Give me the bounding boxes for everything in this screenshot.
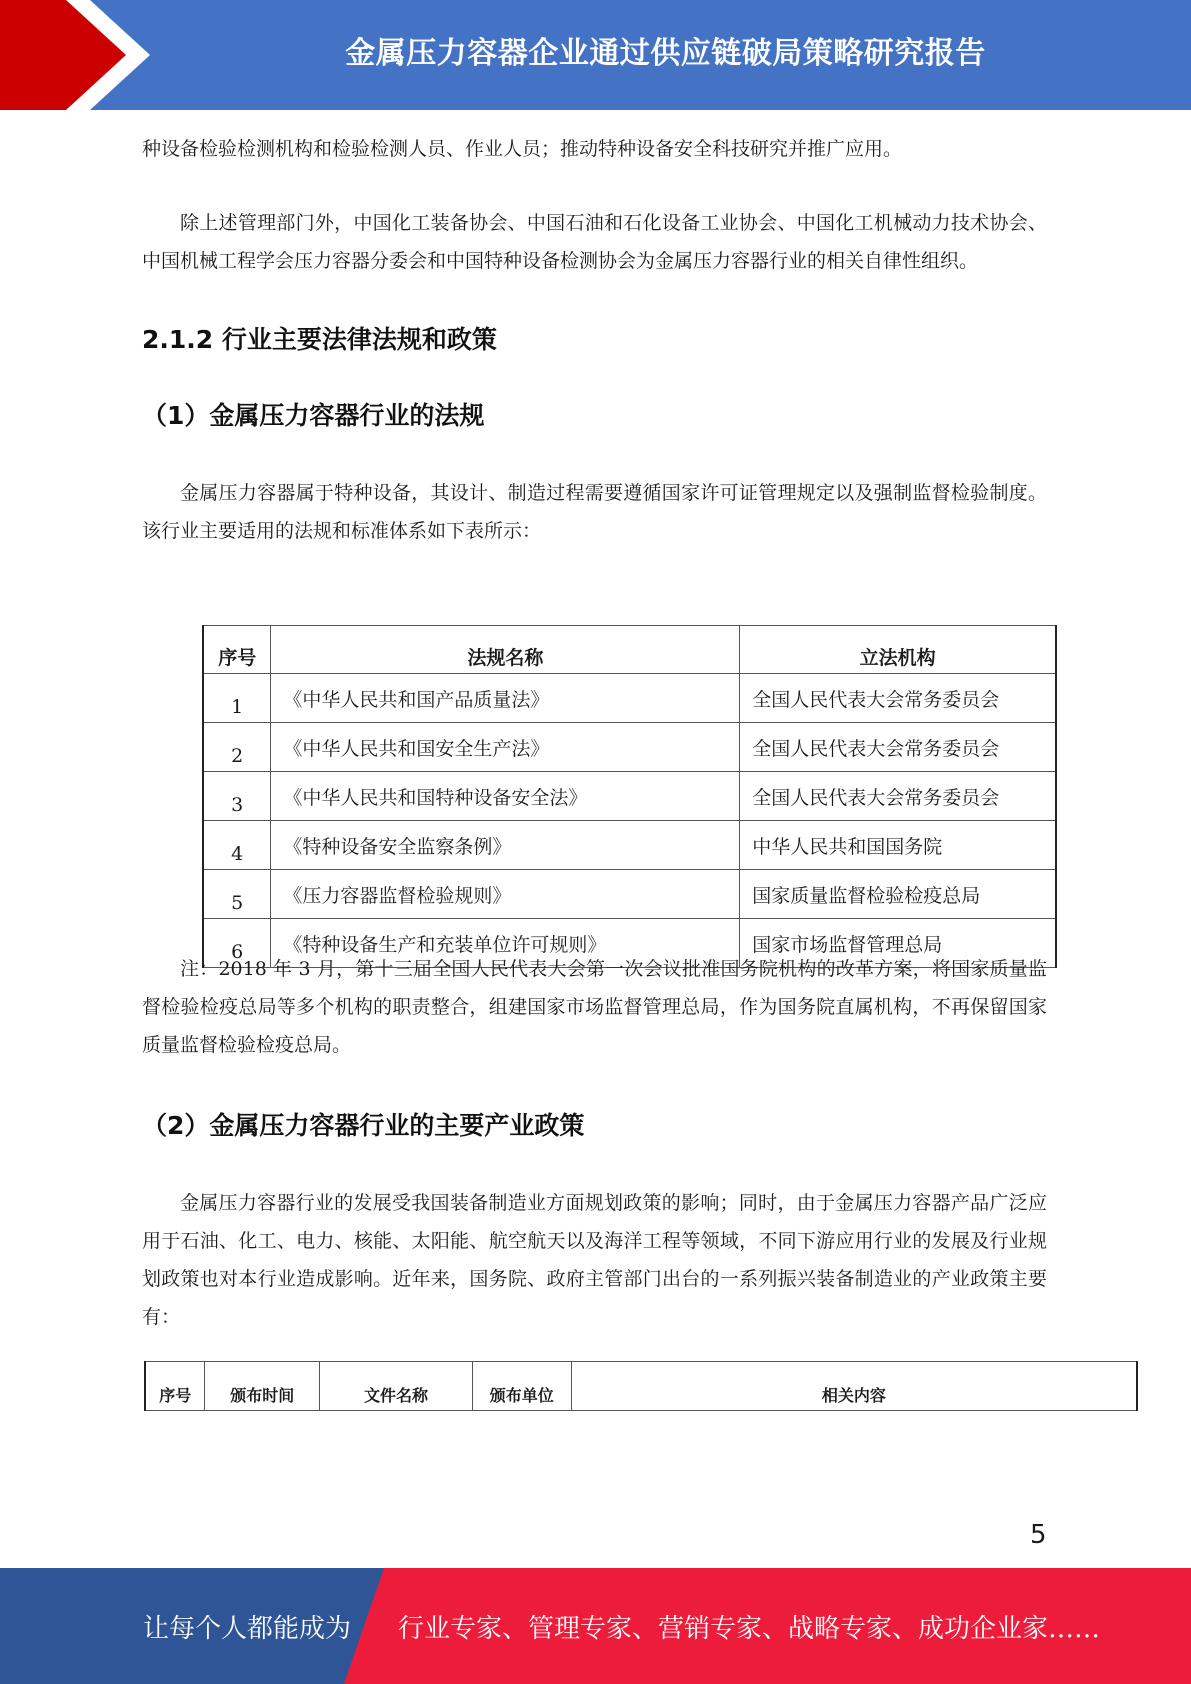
subsection-heading-regulations: （1）金属压力容器行业的法规 <box>142 401 485 430</box>
column-header: 文件名称 <box>320 1362 473 1411</box>
column-header: 立法机构 <box>740 626 1056 674</box>
table-cell: 全国人民代表大会常务委员会 <box>740 723 1056 772</box>
table-cell: 全国人民代表大会常务委员会 <box>740 674 1056 723</box>
column-header: 法规名称 <box>271 626 740 674</box>
table-cell: 4 <box>203 821 271 870</box>
policy-table <box>144 1361 1138 1411</box>
table-row <box>203 674 1056 723</box>
table-cell: 《特种设备安全监察条例》 <box>271 821 740 870</box>
page-body <box>142 130 1047 550</box>
table-cell: 1 <box>203 674 271 723</box>
table-cell: 国家质量监督检验检疫总局 <box>740 870 1056 919</box>
column-header: 颁布时间 <box>205 1362 320 1411</box>
table-cell: 5 <box>203 870 271 919</box>
table-cell: 全国人民代表大会常务委员会 <box>740 772 1056 821</box>
section-heading: 2.1.2 行业主要法律法规和政策 <box>142 325 497 354</box>
table-cell: 《中华人民共和国特种设备安全法》 <box>271 772 740 821</box>
table-row <box>203 772 1056 821</box>
table-cell: 《中华人民共和国产品质量法》 <box>271 674 740 723</box>
column-header: 相关内容 <box>571 1362 1137 1411</box>
table-note: 注：2018 年 3 月，第十三届全国人民代表大会第一次会议批准国务院机构的改革方案，将国家质量监督检验检疫总局等多个机构的职责整合，组建国家市场监督管理总局，作为国务院直属机构，不再保留国家质量监督检验检疫总局。 <box>142 958 1047 1056</box>
table-cell: 《压力容器监督检验规则》 <box>271 870 740 919</box>
page-footer <box>0 1568 1191 1684</box>
report-title: 金属压力容器企业通过供应链破局策略研究报告 <box>345 36 986 71</box>
paragraph-continued: 种设备检验检测机构和检验检测人员、作业人员；推动特种设备安全科技研究并推广应用。 <box>142 138 903 160</box>
page-header <box>0 0 1191 110</box>
paragraph-regulations-intro: 金属压力容器属于特种设备，其设计、制造过程需要遵循国家许可证管理规定以及强制监督检验制度。该行业主要适用的法规和标准体系如下表所示： <box>142 482 1047 542</box>
column-header: 颁布单位 <box>472 1362 571 1411</box>
page-number: 5 <box>1030 1520 1047 1550</box>
column-header: 序号 <box>203 626 271 674</box>
table-header-row <box>145 1362 1137 1411</box>
subsection-heading-policies: （2）金属压力容器行业的主要产业政策 <box>142 1111 585 1140</box>
paragraph-policies-intro: 金属压力容器行业的发展受我国装备制造业方面规划政策的影响；同时，由于金属压力容器产品广泛应用于石油、化工、电力、核能、太阳能、航空航天以及海洋工程等领域，不同下游应用行业的发展及行业规划政策也对本行业造成影响。近年来，国务院、政府主管部门出台的一系列振兴装备制造业的产业政策主要有： <box>142 1192 1047 1328</box>
regulations-table <box>202 625 1057 968</box>
footer-slogan-left: 让每个人都能成为 <box>143 1613 352 1644</box>
table-row <box>203 870 1056 919</box>
table-cell: 《特种设备生产和充装单位许可规则》 <box>271 919 740 968</box>
table-cell: 中华人民共和国国务院 <box>740 821 1056 870</box>
table-row <box>203 723 1056 772</box>
table-cell: 2 <box>203 723 271 772</box>
page-body-lower <box>142 950 1047 1336</box>
table-cell: 3 <box>203 772 271 821</box>
column-header: 序号 <box>145 1362 205 1411</box>
paragraph-self-regulatory-orgs: 除上述管理部门外，中国化工装备协会、中国石油和石化设备工业协会、中国化工机械动力技术协会、中国机械工程学会压力容器分委会和中国特种设备检测协会为金属压力容器行业的相关自律性组织。 <box>142 212 1047 272</box>
header-arrow-decoration <box>0 0 160 110</box>
footer-slogan-right: 行业专家、管理专家、营销专家、战略专家、成功企业家…… <box>398 1613 1101 1644</box>
table-cell: 6 <box>203 919 271 968</box>
table-header-row <box>203 626 1056 674</box>
table-cell: 《中华人民共和国安全生产法》 <box>271 723 740 772</box>
table-cell: 国家市场监督管理总局 <box>740 919 1056 968</box>
table-row <box>203 821 1056 870</box>
